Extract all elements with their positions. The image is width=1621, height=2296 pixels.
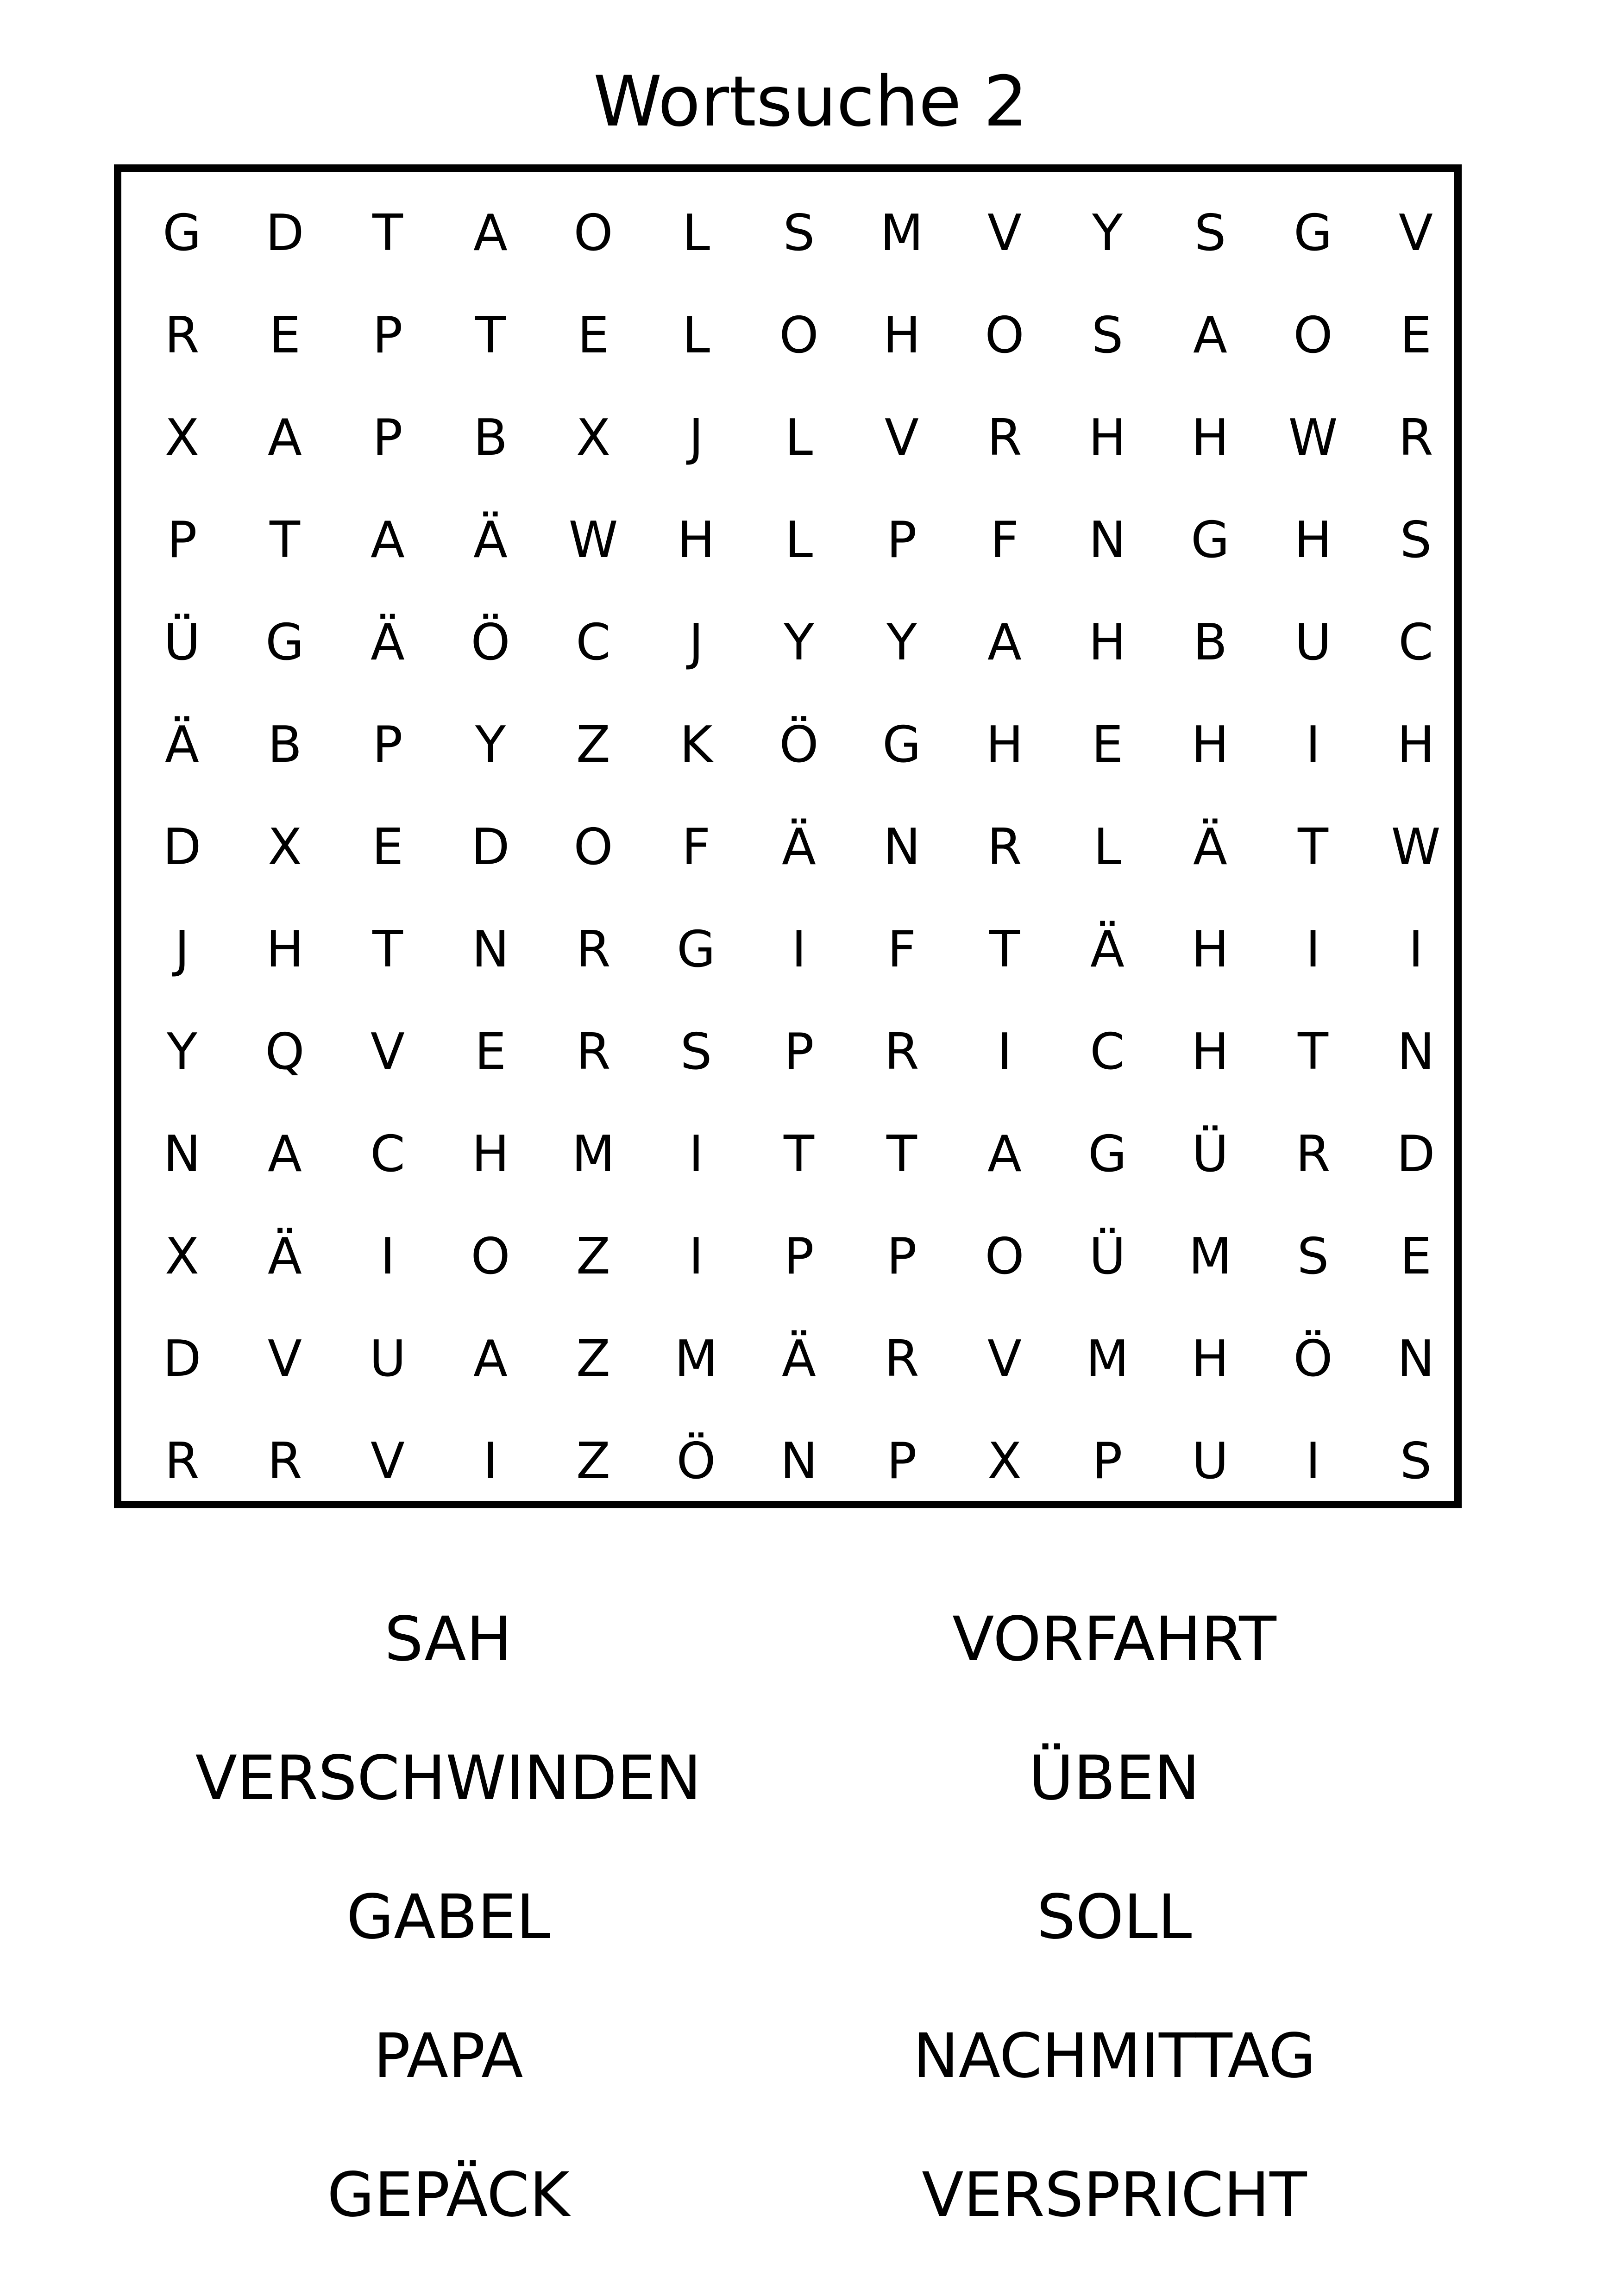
word-label: GABEL [346, 1882, 551, 1953]
grid-cell: H [883, 306, 921, 364]
grid-cell: R [884, 1023, 919, 1081]
grid-cell: B [1193, 613, 1228, 671]
grid-cell: P [1092, 1432, 1123, 1490]
grid-cell: D [471, 818, 510, 876]
grid-cell: H [1088, 613, 1126, 671]
word-label: ÜBEN [1029, 1743, 1200, 1814]
grid-cell: D [1396, 1125, 1435, 1183]
grid-cell: L [1093, 818, 1122, 876]
grid-cell: Y [1092, 204, 1123, 262]
grid-cell: S [1400, 511, 1432, 569]
grid-cell: C [1398, 613, 1433, 671]
grid-cell: P [372, 408, 403, 467]
grid-cell: Ä [782, 1330, 816, 1388]
grid-cell: P [886, 1432, 917, 1490]
word-item [897, 1987, 1360, 2126]
grid-cell: Ä [268, 1227, 302, 1286]
grid-cell: H [1088, 408, 1126, 467]
grid-cell: S [1194, 204, 1226, 262]
grid-cell: A [371, 511, 405, 569]
word-label: SAH [384, 1604, 512, 1675]
grid-cell: X [576, 408, 610, 467]
grid-cell: H [1191, 715, 1229, 774]
grid-cell: H [1191, 1023, 1229, 1081]
grid-cell: E [269, 306, 301, 364]
grid-cell: V [987, 204, 1022, 262]
grid-cell: Ä [371, 613, 405, 671]
grid-cell: Z [576, 1432, 610, 1490]
grid-cell: H [266, 920, 304, 979]
grid-cell: Q [265, 1023, 305, 1081]
grid-cell: A [987, 613, 1022, 671]
grid-cell: I [483, 1432, 498, 1490]
grid-cell: A [1193, 306, 1227, 364]
grid-cell: O [1293, 306, 1333, 364]
grid-cell: R [267, 1432, 302, 1490]
grid-cell: B [267, 715, 302, 774]
grid-cell: R [884, 1330, 919, 1388]
grid-cell: X [165, 1227, 199, 1286]
grid-cell: D [265, 204, 304, 262]
grid-cell: O [779, 306, 819, 364]
word-label: VERSCHWINDEN [195, 1743, 702, 1814]
grid-cell: H [677, 511, 715, 569]
grid-cell: L [682, 306, 710, 364]
grid-cell: M [880, 204, 924, 262]
word-label: PAPA [373, 2020, 523, 2092]
grid-cell: Z [576, 715, 610, 774]
word-label: NACHMITTAG [913, 2020, 1316, 2092]
grid-cell: G [1191, 511, 1230, 569]
word-label: SOLL [1037, 1882, 1192, 1953]
letter-grid [114, 164, 1462, 1508]
grid-cell: G [677, 920, 716, 979]
grid-cell: Ö [779, 715, 819, 774]
grid-cell: O [573, 204, 613, 262]
grid-cell: E [1400, 306, 1432, 364]
grid-cell: I [792, 920, 806, 979]
grid-cell: Z [576, 1227, 610, 1286]
word-item [897, 1709, 1360, 1848]
grid-cell: I [997, 1023, 1012, 1081]
grid-cell: V [371, 1023, 405, 1081]
grid-cell: T [475, 306, 506, 364]
grid-cell: F [681, 818, 711, 876]
grid-cell: E [371, 818, 404, 876]
grid-cell: O [471, 1227, 510, 1286]
grid-cell: Ä [473, 511, 508, 569]
grid-cell: F [887, 920, 917, 979]
grid-cell: Ö [1293, 1330, 1333, 1388]
grid-cell: S [783, 204, 815, 262]
grid-cell: X [268, 818, 302, 876]
grid-cell: N [1397, 1023, 1435, 1081]
grid-cell: N [883, 818, 921, 876]
grid-cell: P [886, 511, 917, 569]
grid-cell: I [1408, 920, 1423, 979]
grid-cell: N [1397, 1330, 1435, 1388]
grid-cell: E [1400, 1227, 1432, 1286]
word-label: VORFAHRT [952, 1604, 1276, 1675]
page-title: Wortsuche 2 [593, 62, 1028, 142]
grid-cell: R [1398, 408, 1433, 467]
grid-cell: N [163, 1125, 201, 1183]
grid-cell: G [1088, 1125, 1127, 1183]
grid-cell: Y [886, 613, 917, 671]
grid-cell: M [1086, 1330, 1129, 1388]
grid-cell: H [986, 715, 1024, 774]
grid-cell: I [380, 1227, 395, 1286]
grid-cell: Ü [163, 613, 201, 671]
grid-cell: Ä [782, 818, 816, 876]
word-item [0, 1570, 897, 1709]
grid-cell: N [471, 920, 509, 979]
grid-cell: B [473, 408, 508, 467]
grid-cell: S [1400, 1432, 1432, 1490]
grid-cell: U [1294, 613, 1332, 671]
grid-cell: C [370, 1125, 405, 1183]
grid-cell: W [1391, 818, 1441, 876]
grid-cell: R [987, 408, 1022, 467]
grid-cell: C [576, 613, 611, 671]
grid-cell: M [674, 1330, 718, 1388]
grid-cell: Y [475, 715, 506, 774]
grid-cell: Z [576, 1330, 610, 1388]
grid-cell: Ä [1193, 818, 1227, 876]
grid-cell: G [882, 715, 921, 774]
grid-cell: X [165, 408, 199, 467]
grid-cell: A [268, 1125, 302, 1183]
grid-cell: D [163, 818, 201, 876]
grid-cell: K [679, 715, 713, 774]
grid-cell: A [987, 1125, 1022, 1183]
word-item [0, 1709, 897, 1848]
grid-cell: C [1090, 1023, 1125, 1081]
grid-cell: M [572, 1125, 615, 1183]
grid-cell: Ü [1089, 1227, 1126, 1286]
word-item [0, 2126, 897, 2265]
grid-cell: E [474, 1023, 507, 1081]
grid-cell: O [985, 1227, 1024, 1286]
grid-cell: Y [784, 613, 814, 671]
grid-cell: R [987, 818, 1022, 876]
word-item [0, 1848, 897, 1987]
grid-cell: H [1397, 715, 1435, 774]
grid-cell: S [680, 1023, 712, 1081]
word-item [0, 1987, 897, 2126]
grid-cell: M [1188, 1227, 1232, 1286]
grid-cell: V [987, 1330, 1022, 1388]
grid-cell: T [372, 920, 403, 979]
grid-cell: L [682, 204, 710, 262]
grid-cell: W [1288, 408, 1338, 467]
grid-cell: I [689, 1125, 704, 1183]
grid-cell: I [1306, 920, 1320, 979]
grid-cell: Ö [676, 1432, 716, 1490]
grid-cell: P [167, 511, 197, 569]
grid-cell: R [164, 1432, 200, 1490]
grid-cell: D [163, 1330, 201, 1388]
grid-cell: L [785, 511, 813, 569]
grid-cell: H [471, 1125, 509, 1183]
word-label: GEPÄCK [327, 2159, 570, 2231]
grid-cell: P [372, 306, 403, 364]
grid-cell: P [886, 1227, 917, 1286]
grid-cell: X [987, 1432, 1022, 1490]
grid-cell: S [1091, 306, 1124, 364]
grid-cell: O [985, 306, 1024, 364]
grid-cell: I [1306, 715, 1320, 774]
grid-cell: G [265, 613, 304, 671]
grid-cell: Ö [471, 613, 510, 671]
grid-cell: L [785, 408, 813, 467]
grid-cell: R [164, 306, 200, 364]
grid-cell: T [784, 1125, 814, 1183]
grid-cell: E [1091, 715, 1124, 774]
grid-cell: T [989, 920, 1020, 979]
grid-cell: N [780, 1432, 818, 1490]
grid-cell: A [473, 204, 508, 262]
grid-cell: J [689, 408, 704, 467]
grid-cell: I [689, 1227, 704, 1286]
grid-cell: P [372, 715, 403, 774]
grid-cell: F [990, 511, 1019, 569]
grid-cell: W [568, 511, 618, 569]
grid-cell: N [1088, 511, 1126, 569]
grid-cell: P [784, 1227, 814, 1286]
grid-cell: H [1294, 511, 1332, 569]
grid-cell: V [885, 408, 919, 467]
grid-cell: G [1294, 204, 1332, 262]
grid-cell: T [886, 1125, 917, 1183]
grid-cell: J [175, 920, 189, 979]
word-item [897, 1848, 1360, 1987]
word-item [897, 2126, 1360, 2265]
word-list [0, 1570, 1621, 2265]
grid-cell: T [1298, 818, 1328, 876]
grid-cell: A [268, 408, 302, 467]
grid-cell: R [576, 1023, 611, 1081]
grid-cell: P [784, 1023, 814, 1081]
grid-cell: A [473, 1330, 508, 1388]
grid-cell: V [1399, 204, 1433, 262]
grid-cell: R [1295, 1125, 1331, 1183]
grid-cell: T [270, 511, 300, 569]
grid-cell: Y [167, 1023, 197, 1081]
grid-cell: S [1297, 1227, 1329, 1286]
word-item [897, 1570, 1360, 1709]
grid-cell: V [371, 1432, 405, 1490]
grid-cell: T [1298, 1023, 1328, 1081]
grid-cell: I [1306, 1432, 1320, 1490]
grid-cell: O [573, 818, 613, 876]
grid-cell: E [577, 306, 609, 364]
grid-cell: U [1192, 1432, 1229, 1490]
grid-cell: T [372, 204, 403, 262]
grid-cell: U [369, 1330, 406, 1388]
grid-cell: H [1191, 408, 1229, 467]
grid-cell: H [1191, 920, 1229, 979]
grid-cell: V [268, 1330, 302, 1388]
grid-cell: H [1191, 1330, 1229, 1388]
grid-cell: Ü [1192, 1125, 1229, 1183]
grid-cell: J [689, 613, 704, 671]
grid-cell: G [163, 204, 201, 262]
word-label: VERSPRICHT [922, 2159, 1307, 2231]
grid-cell: Ä [1090, 920, 1125, 979]
grid-cell: Ä [165, 715, 199, 774]
grid-cell: R [576, 920, 611, 979]
